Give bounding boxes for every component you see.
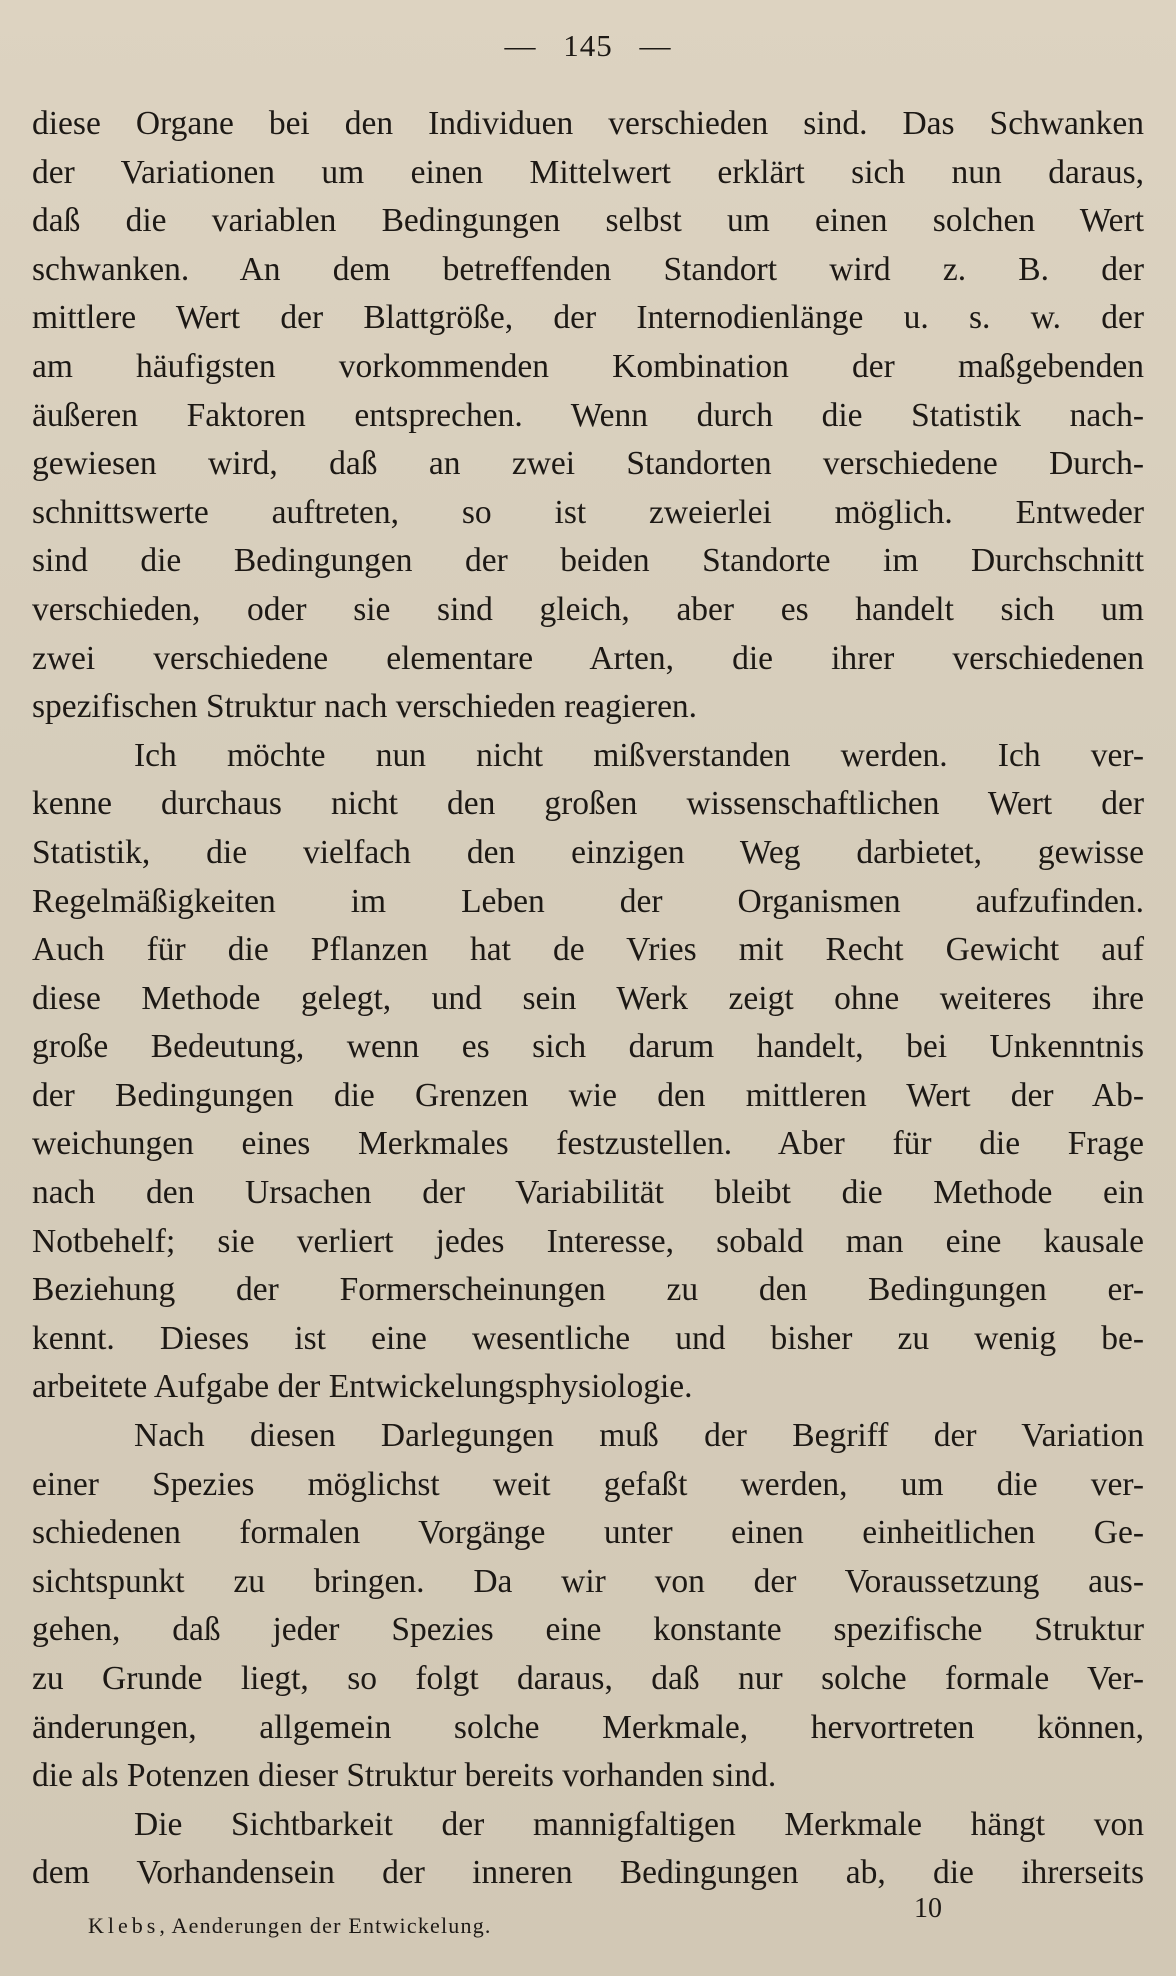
text-line: der Variationen um einen Mittelwert erklärt sich nun daraus,	[32, 153, 1144, 191]
sheet-number: 10	[914, 1893, 942, 1924]
text-line: Beziehung der Formerscheinungen zu den Bedingungen er-	[32, 1271, 1144, 1309]
text-line: der Bedingungen die Grenzen wie den mittleren Wert der Ab-	[32, 1076, 1144, 1114]
text-line: spezifischen Struktur nach verschieden reagieren.	[32, 688, 698, 726]
text-line: Auch für die Pflanzen hat de Vries mit Recht Gewicht auf	[32, 931, 1144, 969]
text-line: sind die Bedingungen der beiden Standorte im Durchschnitt	[32, 542, 1144, 580]
text-line: kenne durchaus nicht den großen wissenschaftlichen Wert der	[32, 785, 1144, 823]
text-line: Nach diesen Darlegungen muß der Begriff der Variation	[134, 1417, 1144, 1455]
header-dash-left: —	[504, 28, 537, 63]
text-line: am häufigsten vorkommenden Kombination der maßgebenden	[32, 347, 1144, 385]
text-line: gewiesen wird, daß an zwei Standorten verschiedene Durch-	[32, 445, 1144, 483]
page-number: 145	[563, 28, 613, 63]
text-line: diese Organe bei den Individuen verschieden sind. Das Schwanken	[32, 105, 1144, 142]
text-line: verschieden, oder sie sind gleich, aber es handelt sich um	[32, 590, 1144, 628]
text-line: sichtspunkt zu bringen. Da wir von der Voraussetzung aus-	[32, 1562, 1144, 1600]
text-line: Notbehelf; sie verliert jedes Interesse, sobald man eine kausale	[32, 1222, 1144, 1260]
text-line: Die Sichtbarkeit der mannigfaltigen Merkmale hängt von	[134, 1805, 1144, 1843]
paragraph	[32, 1801, 1144, 1898]
text-line: weichungen eines Merkmales festzustellen. Aber für die Frage	[32, 1125, 1144, 1163]
header-dash-right: —	[639, 28, 672, 63]
text-line: schiedenen formalen Vorgänge unter einen einheitlichen Ge-	[32, 1514, 1144, 1552]
text-line: schnittswerte auftreten, so ist zweierlei möglich. Entweder	[32, 493, 1144, 531]
text-line: äußeren Faktoren entsprechen. Wenn durch die Statistik nach-	[32, 396, 1144, 434]
text-line: die als Potenzen dieser Struktur bereits vorhanden sind.	[32, 1757, 777, 1795]
text-line: nach den Ursachen der Variabilität bleibt die Methode ein	[32, 1174, 1144, 1212]
page-header	[0, 28, 1176, 64]
signature-line	[88, 1913, 492, 1939]
body-text	[32, 100, 1144, 1898]
text-line: schwanken. An dem betreffenden Standort wird z. B. der	[32, 250, 1144, 288]
text-line: dem Vorhandensein der inneren Bedingungen ab, die ihrerseits	[32, 1854, 1144, 1892]
text-line: diese Methode gelegt, und sein Werk zeigt ohne weiteres ihre	[32, 979, 1144, 1017]
text-line: zu Grunde liegt, so folgt daraus, daß nur solche formale Ver-	[32, 1660, 1144, 1697]
paragraph	[32, 732, 1144, 1412]
paragraph	[32, 1412, 1144, 1801]
signature-author: Klebs	[88, 1913, 160, 1938]
text-line: Ich möchte nun nicht mißverstanden werden. Ich ver-	[134, 736, 1144, 774]
text-line: zwei verschiedene elementare Arten, die ihrer verschiedenen	[32, 639, 1144, 677]
text-line: änderungen, allgemein solche Merkmale, hervortreten können,	[32, 1708, 1144, 1746]
text-line: kennt. Dieses ist eine wesentliche und bisher zu wenig be-	[32, 1319, 1144, 1357]
text-line: Regelmäßigkeiten im Leben der Organismen aufzufinden.	[32, 882, 1144, 920]
text-line: gehen, daß jeder Spezies eine konstante spezifische Struktur	[32, 1611, 1144, 1649]
text-line: daß die variablen Bedingungen selbst um einen solchen Wert	[32, 202, 1144, 240]
text-line: Statistik, die vielfach den einzigen Weg darbietet, gewisse	[32, 833, 1144, 871]
text-line: mittlere Wert der Blattgröße, der Internodienlänge u. s. w. der	[32, 299, 1144, 337]
text-line: große Bedeutung, wenn es sich darum handelt, bei Unkenntnis	[32, 1028, 1144, 1066]
text-line: einer Spezies möglichst weit gefaßt werden, um die ver-	[32, 1465, 1144, 1503]
paragraph	[32, 100, 1144, 732]
text-line: arbeitete Aufgabe der Entwickelungsphysiologie.	[32, 1368, 693, 1406]
signature-title: , Aenderungen der Entwickelung.	[159, 1913, 492, 1938]
